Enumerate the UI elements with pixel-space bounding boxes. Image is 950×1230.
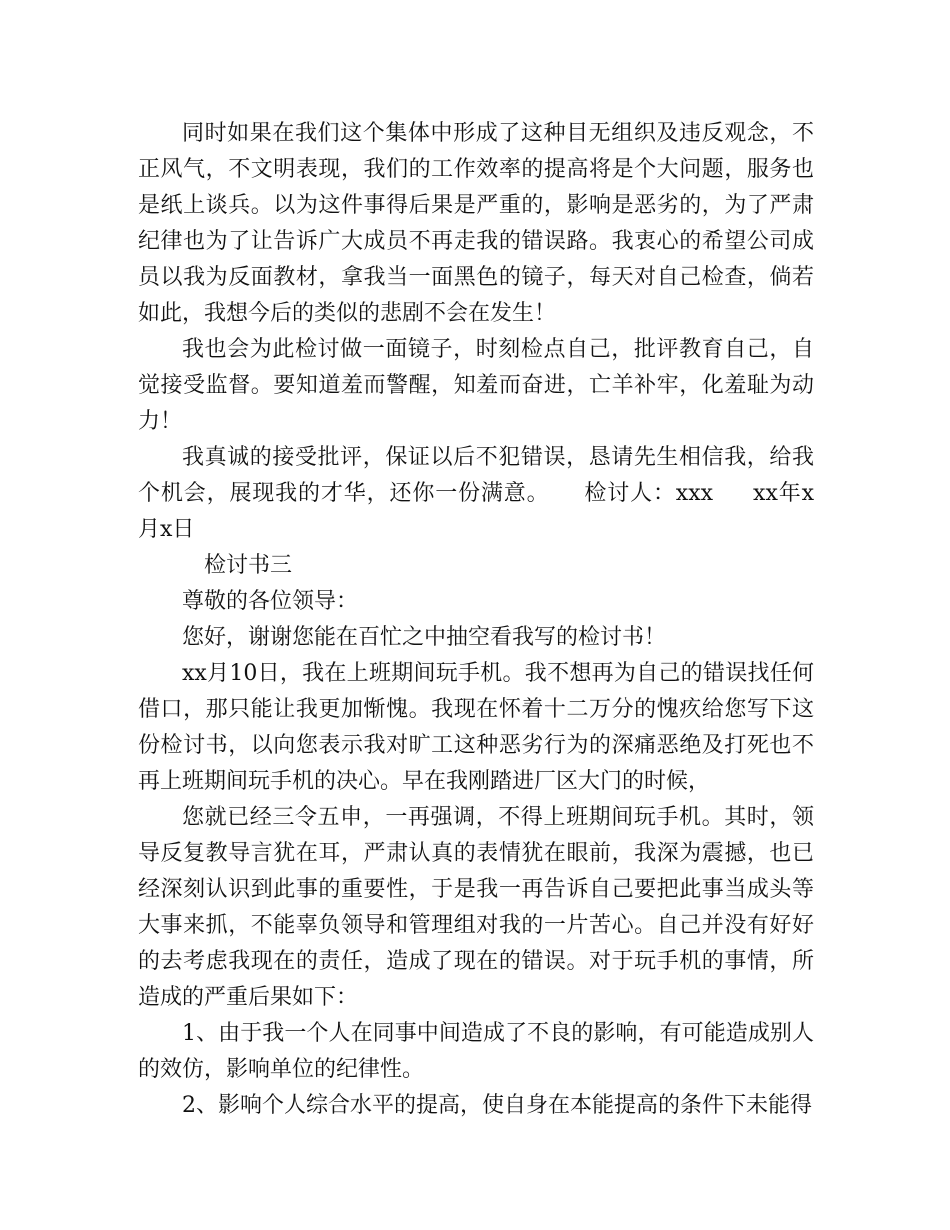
body-paragraph-4: 1、由于我一个人在同事中间造成了不良的影响，有可能造成别人的效仿，影响单位的纪律性。 — [138, 1021, 814, 1082]
signature-date: xx年x月x日 — [138, 481, 814, 542]
body-paragraph-3: 您就已经三令五申，一再强调，不得上班期间玩手机。其时，领导反复教导言犹在耳，严肃认真的表情犹在眼前，我深为震撼，也已经深刻认识到此事的重要性，于是我一再告诉自己要把此事当成头等大事来抓，不能辜负领导和管理组对我的一片苦心。自己并没有好好的去考虑我现在的责任，造成了现在的错误。对于玩手机的事情，所造成的严重后果如下： — [138, 805, 814, 1010]
body-paragraph-1: 您好，谢谢您能在百忙之中抽空看我写的检讨书！ — [182, 625, 667, 650]
section-title: 检讨书三 — [204, 553, 293, 578]
document-page — [138, 116, 814, 1124]
closing-paragraph — [138, 440, 814, 548]
paragraph-2: 我也会为此检讨做一面镜子，时刻检点自己，批评教育自己，自觉接受监督。要知道羞而警醒，知羞而奋进，亡羊补牢，化羞耻为动力！ — [138, 337, 814, 434]
paragraph-1: 同时如果在我们这个集体中形成了这种目无组织及违反观念，不正风气，不文明表现，我们的工作效率的提高将是个大问题，服务也是纸上谈兵。以为这件事得后果是严重的，影响是恶劣的，为了严肃纪律也为了让告诉广大成员不再走我的错误路。我衷心的希望公司成员以我为反面教材，拿我当一面黑色的镜子，每天对自己检查，倘若如此，我想今后的类似的悲剧不会在发生！ — [138, 121, 814, 326]
closing-text: 我真诚的接受批评，保证以后不犯错误，恳请先生相信我，给我个机会，展现我的才华，还你一份满意。 — [138, 445, 814, 506]
signature-label: 检讨人：xxx — [583, 481, 714, 506]
salutation: 尊敬的各位领导： — [182, 589, 359, 614]
body-paragraph-2: xx月10日，我在上班期间玩手机。我不想再为自己的错误找任何借口，那只能让我更加惭愧。我现在怀着十二万分的愧疚给您写下这份检讨书，以向您表示我对旷工这种恶劣行为的深痛恶绝及打死也不再上班期间玩手机的决心。早在我刚踏进厂区大门的时候， — [138, 661, 814, 794]
body-paragraph-5: 2、影响个人综合水平的提高，使自身在本能提高的条件下未能得 — [182, 1093, 812, 1118]
